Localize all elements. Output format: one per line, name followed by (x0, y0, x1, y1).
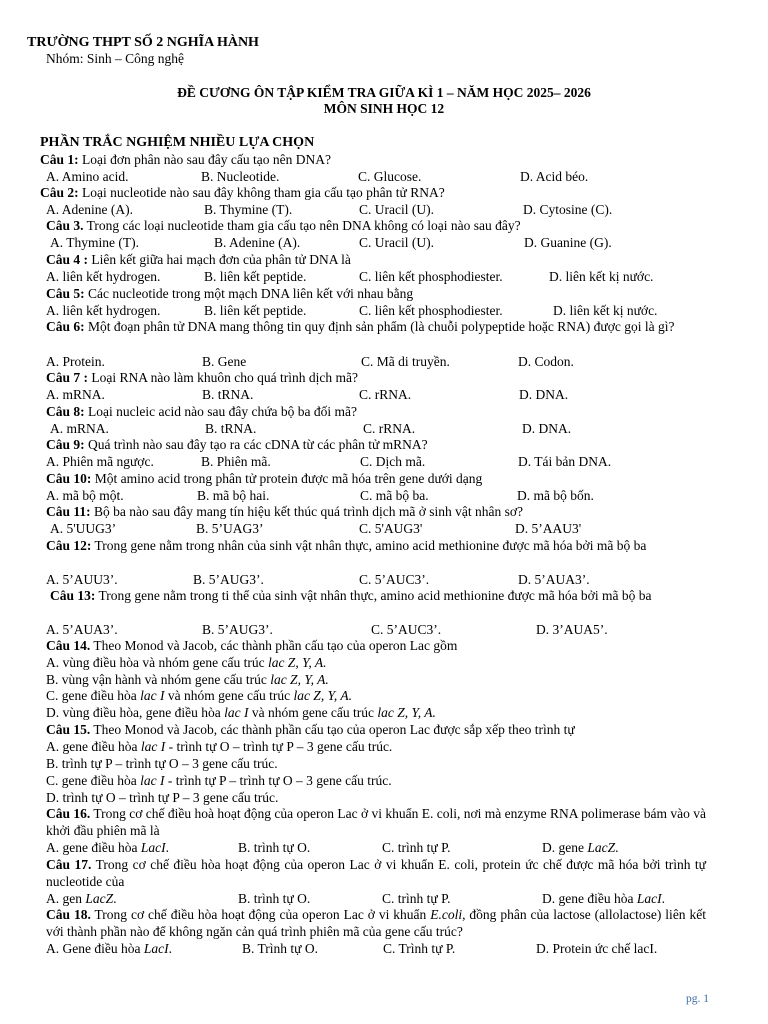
option-c: C. 5’AUC3’. (371, 622, 442, 637)
question-12-stem (46, 538, 706, 555)
question-text: , đồng phân của lactose (allolactose) liên kết với thành phần nào để không ngăn cản quá trình phiên mã của gene cấu trúc? (46, 907, 706, 939)
option-c: C. mã bộ ba. (360, 488, 429, 503)
question-7-stem (46, 370, 358, 387)
option-c: C. Mã di truyền. (361, 354, 450, 369)
question-7-options (46, 387, 736, 404)
question-number: Câu 4 : (46, 252, 89, 267)
option-a: A. 5'UUG3’ (50, 521, 117, 536)
option-b: B. Trình tự O. (242, 941, 318, 956)
question-4-stem (46, 252, 351, 269)
option-d: D. Cytosine (C). (523, 202, 613, 217)
option-d: D. Codon. (518, 354, 574, 369)
option-b: B. Nucleotide. (201, 169, 280, 184)
option-a: A. Phiên mã ngược. (46, 454, 154, 469)
option-c: C. trình tự P. (382, 891, 451, 906)
question-text: Trong gene nằm trong ti thể của sinh vật nhân thực, amino acid methionine được mã hóa bởi mã bộ ba (95, 588, 652, 603)
document-subtitle: MÔN SINH HỌC 12 (323, 101, 445, 116)
subject-group: Nhóm: Sinh – Công nghệ (46, 51, 185, 66)
question-number: Câu 13: (50, 588, 96, 603)
option-text: A. gene điều hòa (46, 739, 141, 754)
question-11-options (50, 521, 740, 538)
question-text: Liên kết giữa hai mạch đơn của phân tử DNA là (88, 252, 351, 267)
option-b: B. Phiên mã. (201, 454, 271, 469)
question-text: Một amino acid trong phân tử protein được mã hóa trên gene dưới dạng (91, 471, 483, 486)
question-6-options (46, 354, 736, 371)
question-12-options (46, 572, 736, 589)
gene-name: lac Z, Y, A. (293, 688, 352, 703)
option-text: D. trình tự O – trình tự P – 3 gene cấu trúc. (46, 790, 279, 805)
question-10-options (46, 488, 736, 505)
organism-name: E.coli (430, 907, 463, 922)
question-15-option-b (46, 756, 278, 772)
option-text: C. gene điều hòa (46, 773, 141, 788)
option-d: D. Protein ức chế lacI. (536, 941, 658, 956)
option-b: B. liên kết peptide. (204, 303, 307, 318)
question-number: Câu 9: (46, 437, 85, 452)
question-number: Câu 10: (46, 471, 92, 486)
question-14-option-d (46, 705, 436, 721)
question-15-stem (46, 722, 575, 739)
question-number: Câu 18. (46, 907, 91, 922)
option-text: và nhóm gene cấu trúc (248, 705, 378, 720)
question-number: Câu 15. (46, 722, 91, 737)
option-d: D. DNA. (519, 387, 569, 402)
option-a: A. Thymine (T). (50, 235, 139, 250)
option-text: - trình tự O – trình tự P – 3 gene cấu trúc. (165, 739, 393, 754)
question-text: Loại nucleotide nào sau đây không tham gia cấu tạo phân tử RNA? (78, 185, 445, 200)
option-a: A. 5’AUA3’. (46, 622, 118, 637)
option-c: C. trình tự P. (382, 840, 451, 855)
question-10-stem (46, 471, 482, 488)
page-number: pg. 1 (686, 993, 709, 1005)
option-c: C. liên kết phosphodiester. (359, 269, 503, 284)
option-b: B. trình tự O. (238, 891, 311, 906)
option-d: D. 5’AAU3' (515, 521, 582, 536)
question-5-stem (46, 286, 413, 303)
option-a: A. Amino acid. (46, 169, 129, 184)
question-text: Bộ ba nào sau đây mang tín hiệu kết thúc quá trình dịch mã ở sinh vật nhân sơ? (90, 504, 523, 519)
question-number: Câu 11: (46, 504, 91, 519)
option-text: B. vùng vận hành và nhóm gene cấu trúc (46, 672, 271, 687)
option-text: C. gene điều hòa (46, 688, 141, 703)
gene-name: lac I (140, 739, 166, 754)
question-14-option-b (46, 672, 329, 688)
gene-name: lac I (140, 773, 165, 788)
option-d: D. 5’AUA3’. (518, 572, 590, 587)
option-c: C. rRNA. (359, 387, 412, 402)
option-a: A. gen LacZ. (46, 891, 117, 906)
question-text: Trong cơ chế điều hòa hoạt động của operon Lac ở vi khuẩn (90, 907, 431, 922)
option-c: C. Uracil (U). (359, 202, 434, 217)
question-number: Câu 5: (46, 286, 85, 301)
question-text: Một đoạn phân tử DNA mang thông tin quy định sản phẩm (là chuỗi polypeptide hoặc RNA) được gọi là gì? (84, 319, 675, 334)
option-d: D. 3’AUA5’. (536, 622, 608, 637)
question-8-options (50, 421, 740, 438)
option-a: A. Adenine (A). (46, 202, 133, 217)
option-d: D. gene điều hòa LacI. (542, 891, 665, 906)
question-6-stem (46, 319, 726, 336)
gene-name: lac Z, Y, A. (267, 655, 327, 670)
question-15-option-d (46, 790, 278, 806)
question-number: Câu 12: (46, 538, 92, 553)
option-b: B. 5’AUG3’. (193, 572, 264, 587)
option-b: B. trình tự O. (238, 840, 311, 855)
gene-name: lac Z, Y, A. (377, 705, 436, 720)
option-text: A. vùng điều hòa và nhóm gene cấu trúc (46, 655, 268, 670)
option-text: - trình tự P – trình tự O – 3 gene cấu trúc. (164, 773, 392, 788)
option-c: C. 5'AUG3' (359, 521, 423, 536)
question-1-stem (40, 152, 331, 169)
question-number: Câu 8: (46, 404, 85, 419)
option-b: B. liên kết peptide. (204, 269, 307, 284)
question-17-stem (46, 857, 706, 890)
option-d: D. DNA. (522, 421, 572, 436)
question-14-stem (46, 638, 457, 655)
option-b: B. 5’UAG3’ (196, 521, 264, 536)
question-3-options (50, 235, 740, 252)
question-text: Quá trình nào sau đây tạo ra các cDNA từ các phân tử mRNA? (84, 437, 428, 452)
question-5-options (46, 303, 736, 320)
question-text: Trong cơ chế điều hoà hoạt động của operon Lac ở vi khuẩn E. coli, nơi mà enzyme RNA polimerase bám vào và khởi đầu phiên mã là (46, 806, 706, 838)
option-b: B. Gene (202, 354, 247, 369)
question-13-stem (50, 588, 706, 605)
gene-name: lac I (224, 705, 249, 720)
question-8-stem (46, 404, 357, 421)
option-d: D. Acid béo. (520, 169, 589, 184)
option-b: B. Thymine (T). (204, 202, 293, 217)
question-1-options (46, 169, 736, 186)
option-a: A. liên kết hydrogen. (46, 269, 161, 284)
option-text: và nhóm gene cấu trúc (164, 688, 294, 703)
question-number: Câu 3. (46, 218, 84, 233)
question-number: Câu 14. (46, 638, 91, 653)
option-b: B. tRNA. (205, 421, 257, 436)
question-11-stem (46, 504, 523, 521)
question-2-options (46, 202, 736, 219)
question-14-option-a (46, 655, 326, 671)
option-a: A. gene điều hòa LacI. (46, 840, 169, 855)
question-15-option-c (46, 773, 392, 789)
question-text: Các nucleotide trong một mạch DNA liên kết với nhau bằng (84, 286, 414, 301)
option-c: C. 5’AUC3’. (359, 572, 430, 587)
option-text: D. vùng điều hòa, gene điều hòa (46, 705, 225, 720)
question-4-options (46, 269, 736, 286)
question-text: Theo Monod và Jacob, các thành phần cấu tạo của operon Lac gồm (90, 638, 458, 653)
question-18-stem (46, 907, 706, 940)
option-b: B. tRNA. (202, 387, 254, 402)
question-number: Câu 16. (46, 806, 91, 821)
option-text: B. trình tự P – trình tự O – 3 gene cấu trúc. (46, 756, 278, 771)
option-a: A. mRNA. (46, 387, 105, 402)
option-a: A. 5’AUU3’. (46, 572, 118, 587)
gene-name: lac Z, Y, A. (270, 672, 329, 687)
question-text: Loại đơn phân nào sau đây cấu tạo nên DNA? (78, 152, 331, 167)
question-3-stem (46, 218, 521, 235)
question-text: Trong gene nằm trong nhân của sinh vật nhân thực, amino acid methionine được mã hóa bởi mã bộ ba (91, 538, 647, 553)
option-d: D. Tái bản DNA. (518, 454, 612, 469)
question-number: Câu 17. (46, 857, 92, 872)
question-number: Câu 7 : (46, 370, 89, 385)
option-c: C. Uracil (U). (359, 235, 434, 250)
option-b: B. 5’AUG3’. (202, 622, 273, 637)
option-d: D. liên kết kị nước. (553, 303, 658, 318)
question-18-options (46, 941, 736, 958)
option-a: A. Protein. (46, 354, 105, 369)
question-number: Câu 1: (40, 152, 79, 167)
option-a: A. mRNA. (50, 421, 109, 436)
question-text: Loại RNA nào làm khuôn cho quá trình dịch mã? (88, 370, 358, 385)
question-14-option-c (46, 688, 352, 704)
option-c: C. Dịch mã. (360, 454, 426, 469)
option-b: B. Adenine (A). (214, 235, 301, 250)
option-c: C. Glucose. (358, 169, 422, 184)
question-9-options (46, 454, 736, 471)
option-d: D. liên kết kị nước. (549, 269, 654, 284)
question-16-stem (46, 806, 706, 839)
option-c: C. Trình tự P. (383, 941, 456, 956)
question-number: Câu 6: (46, 319, 85, 334)
option-a: A. mã bộ một. (46, 488, 124, 503)
question-text: Trong các loại nucleotide tham gia cấu tạo nên DNA không có loại nào sau đây? (83, 218, 521, 233)
question-16-options (46, 840, 736, 857)
option-a: A. liên kết hydrogen. (46, 303, 161, 318)
question-13-options (46, 622, 736, 639)
document-title: ĐỀ CƯƠNG ÔN TẬP KIỂM TRA GIỮA KÌ 1 – NĂM HỌC 2025– 2026 (177, 85, 591, 100)
option-c: C. rRNA. (363, 421, 416, 436)
question-17-options (46, 891, 736, 908)
question-9-stem (46, 437, 428, 454)
question-2-stem (40, 185, 445, 202)
question-15-option-a (46, 739, 392, 755)
option-d: D. mã bộ bốn. (517, 488, 594, 503)
question-text: Loại nucleic acid nào sau đây chứa bộ ba đối mã? (84, 404, 357, 419)
option-d: D. Guanine (G). (524, 235, 612, 250)
section-title: PHẦN TRẮC NGHIỆM NHIỀU LỰA CHỌN (40, 135, 315, 150)
option-c: C. liên kết phosphodiester. (359, 303, 503, 318)
question-text: Theo Monod và Jacob, các thành phần cấu tạo của operon Lac được sắp xếp theo trình tự (90, 722, 575, 737)
option-a: A. Gene điều hòa LacI. (46, 941, 172, 956)
question-text: Trong cơ chế điều hòa hoạt động của operon Lac ở vi khuẩn E. coli, protein ức chế được mã hóa bởi trình tự nucleotide của (46, 857, 707, 889)
option-b: B. mã bộ hai. (197, 488, 270, 503)
option-d: D. gene LacZ. (542, 840, 619, 855)
gene-name: lac I (140, 688, 165, 703)
school-name: TRƯỜNG THPT SỐ 2 NGHĨA HÀNH (27, 35, 259, 50)
question-number: Câu 2: (40, 185, 79, 200)
